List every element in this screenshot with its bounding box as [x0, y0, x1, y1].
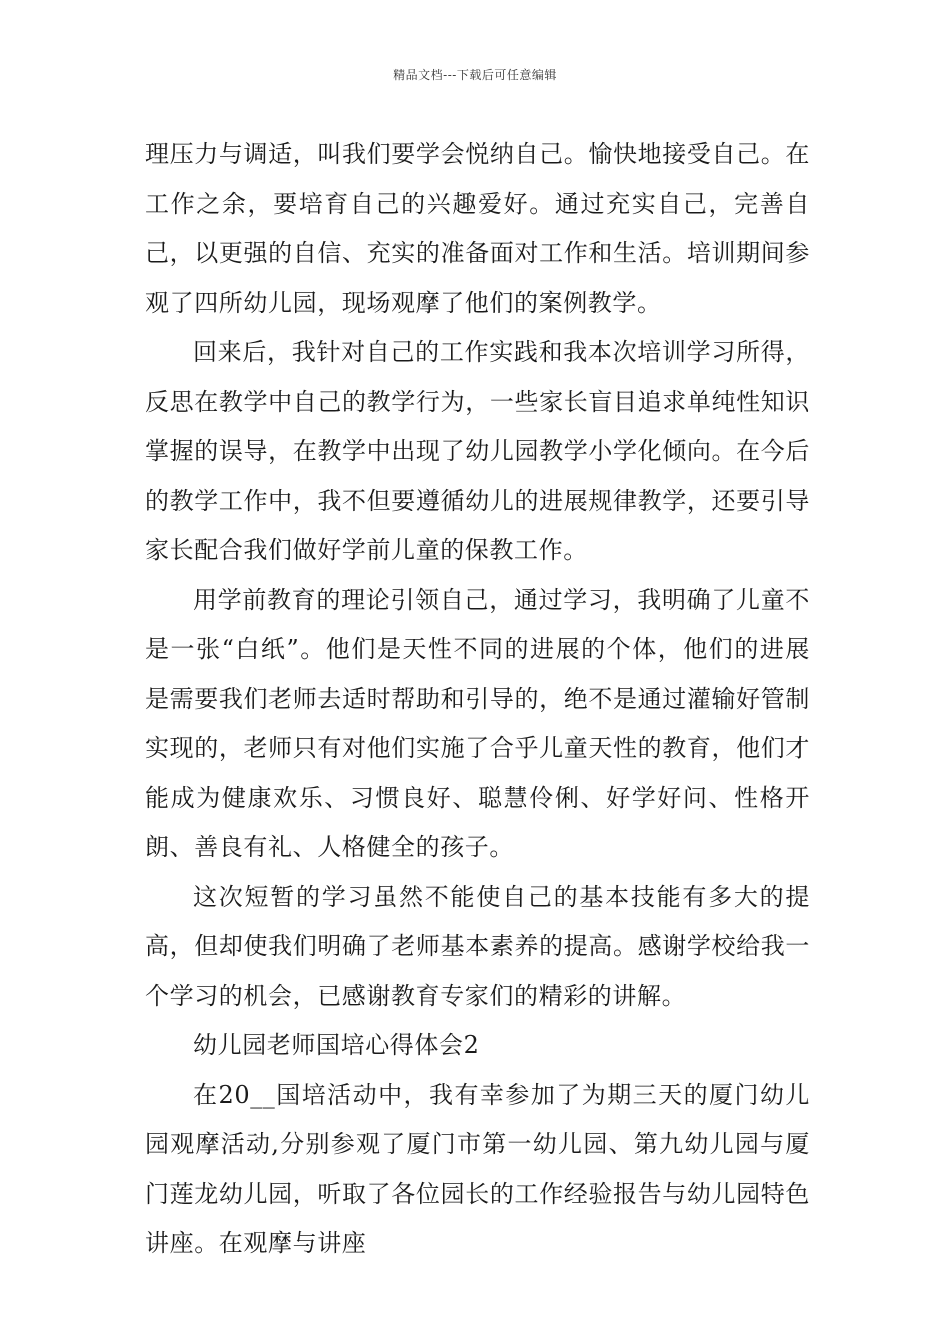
page-header: 精品文档---下载后可任意编辑	[393, 68, 557, 82]
paragraph-continued: 理压力与调适，叫我们要学会悦纳自己。愉快地接受自己。在工作之余，要培育自己的兴趣爱好。通过充实自己，完善自己，以更强的自信、充实的准备面对工作和生活。培训期间参观了四所幼儿园，现场观摩了他们的案例教学。	[145, 140, 810, 317]
document-body	[145, 130, 810, 1269]
section-heading: 幼儿园老师国培心得体会2	[193, 1031, 480, 1059]
paragraph-section-2-intro: 在20__国培活动中，我有幸参加了为期三天的厦门幼儿园观摩活动,分别参观了厦门市第一幼儿园、第九幼儿园与厦门莲龙幼儿园，听取了各位园长的工作经验报告与幼儿园特色讲座。在观摩与讲座	[145, 1080, 810, 1257]
paragraph-reflection: 回来后，我针对自己的工作实践和我本次培训学习所得，反思在教学中自己的教学行为，一些家长盲目追求单纯性知识掌握的误导，在教学中出现了幼儿园教学小学化倾向。在今后的教学工作中，我不但要遵循幼儿的进展规律教学，还要引导家长配合我们做好学前儿童的保教工作。	[145, 338, 810, 564]
paragraph-theory: 用学前教育的理论引领自己，通过学习，我明确了儿童不是一张“白纸”。他们是天性不同的进展的个体，他们的进展是需要我们老师去适时帮助和引导的，绝不是通过灌输好管制实现的，老师只有对他们实施了合乎儿童天性的教育，他们才能成为健康欢乐、习惯良好、聪慧伶俐、好学好问、性格开朗、善良有礼、人格健全的孩子。	[145, 585, 810, 861]
paragraph-conclusion: 这次短暂的学习虽然不能使自己的基本技能有多大的提高，但却使我们明确了老师基本素养的提高。感谢学校给我一个学习的机会，已感谢教育专家们的精彩的讲解。	[145, 882, 810, 1010]
